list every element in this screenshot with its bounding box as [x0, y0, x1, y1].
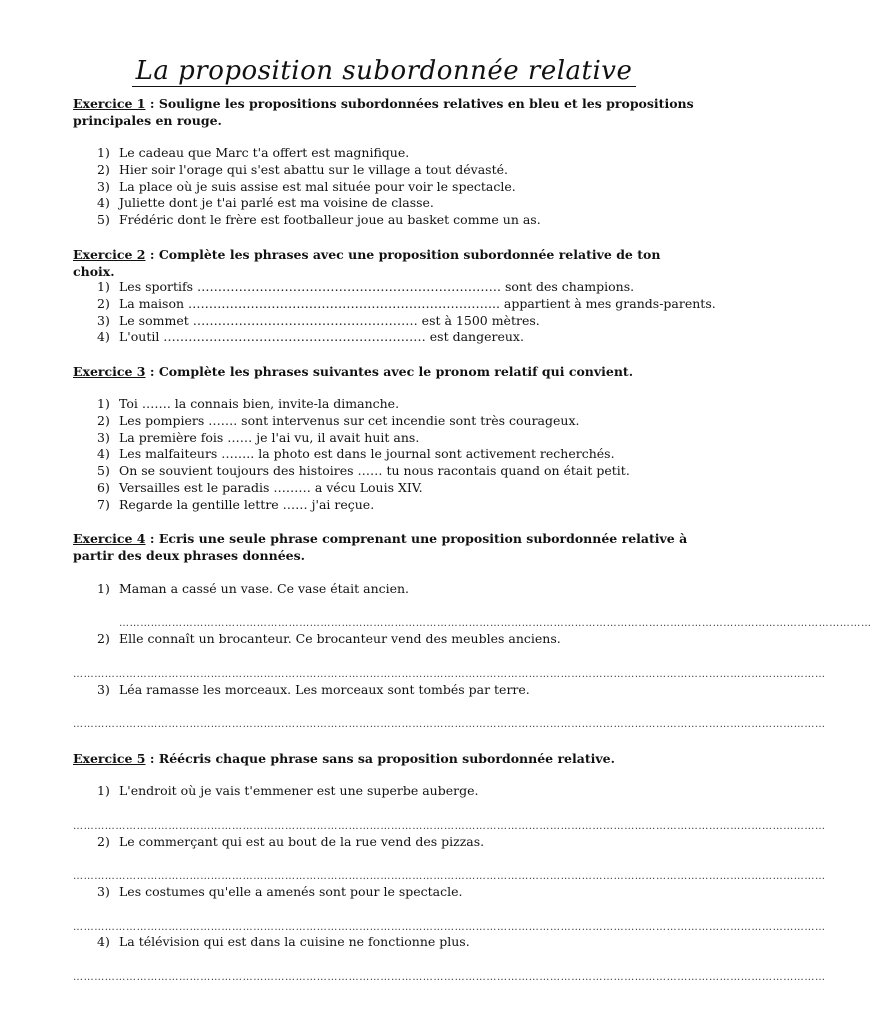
item-number: 1): [97, 581, 110, 596]
list-item: [73, 212, 713, 229]
item-number: 3): [97, 682, 110, 697]
item-text: L'outil ……………………………………………………… est dangereux.: [119, 329, 524, 345]
list-item: [73, 329, 713, 346]
item-text: On se souvient toujours des histoires …… tu nous racontais quand on était petit.: [119, 463, 630, 479]
exercise-3-list: [73, 396, 713, 514]
item-number: 1): [97, 145, 110, 160]
answer-line[interactable]: ……………………………………………………………………………………………………………………………………………………………………………………………: [73, 922, 826, 933]
list-item: [73, 145, 713, 162]
item-text: Le commerçant qui est au bout de la rue vend des pizzas.: [119, 834, 485, 849]
item-text: Le sommet ……………………………………………… est à 1500 mètres.: [119, 312, 540, 328]
item-text: Les pompiers ……. sont intervenus sur cet incendie sont très courageux.: [119, 412, 580, 428]
exercise-4-heading: [73, 530, 703, 564]
list-item: [73, 480, 713, 497]
item-text: Les costumes qu'elle a amenés sont pour le spectacle.: [119, 884, 463, 899]
item-text: L'endroit où je vais t'emmener est une superbe auberge.: [119, 783, 479, 798]
item-number: 3): [97, 178, 110, 194]
item-text: Frédéric dont le frère est footballeur joue au basket comme un as.: [119, 212, 541, 228]
exercise-1-label: Exercice 1: [73, 96, 146, 111]
exercise-4-instruction: : Ecris une seule phrase comprenant une proposition subordonnée relative à partir des deux phrases données.: [73, 531, 688, 563]
exercise-3-heading: [73, 363, 703, 380]
exercise-5-label: Exercice 5: [73, 751, 146, 766]
list-item: [73, 313, 713, 330]
item-text: Léa ramasse les morceaux. Les morceaux sont tombés par terre.: [119, 682, 530, 697]
answer-line[interactable]: ……………………………………………………………………………………………………………………………………………………………………………………………: [119, 618, 872, 629]
item-text: Regarde la gentille lettre …… j'ai reçue.: [119, 496, 375, 512]
exercise-2-label: Exercice 2: [73, 247, 146, 262]
exercise-2-instruction: : Complète les phrases avec une proposition subordonnée relative de ton choix.: [73, 247, 661, 279]
list-item: [73, 413, 713, 430]
item-number: 5): [97, 212, 110, 228]
list-item: [73, 162, 713, 179]
item-number: 1): [97, 279, 110, 294]
item-number: 4): [97, 195, 110, 211]
answer-line[interactable]: ……………………………………………………………………………………………………………………………………………………………………………………………: [73, 821, 826, 832]
exercise-2-heading: [73, 246, 703, 280]
item-text: La télévision qui est dans la cuisine ne fonctionne plus.: [119, 934, 470, 949]
list-item: [73, 463, 713, 480]
item-number: 2): [97, 631, 110, 646]
exercise-3-label: Exercice 3: [73, 364, 146, 379]
exercise-5-heading: [73, 750, 703, 767]
list-item: [73, 295, 716, 313]
item-text: Toi ……. la connais bien, invite-la dimanche.: [119, 396, 400, 411]
exercise-1-instruction: : Souligne les propositions subordonnées relatives en bleu et les propositions principales en rouge.: [73, 96, 694, 128]
item-number: 4): [97, 329, 110, 345]
answer-line[interactable]: ……………………………………………………………………………………………………………………………………………………………………………………………: [73, 669, 826, 680]
item-number: 2): [97, 834, 110, 849]
item-number: 4): [97, 446, 110, 462]
item-number: 7): [97, 496, 110, 512]
item-text: La place où je suis assise est mal située pour voir le spectacle.: [119, 178, 516, 194]
answer-line[interactable]: ……………………………………………………………………………………………………………………………………………………………………………………………: [73, 719, 826, 730]
exercise-1-list: [73, 145, 713, 229]
exercise-5-instruction: : Réécris chaque phrase sans sa proposition subordonnée relative.: [145, 751, 615, 766]
exercise-1-heading: [73, 95, 703, 129]
item-text: Hier soir l'orage qui s'est abattu sur le village a tout dévasté.: [119, 161, 508, 177]
item-number: 2): [97, 412, 110, 428]
exercise-2-list: [73, 279, 716, 346]
item-text: Maman a cassé un vase. Ce vase était ancien.: [119, 581, 410, 596]
item-number: 6): [97, 479, 110, 495]
item-text: Elle connaît un brocanteur. Ce brocanteur vend des meubles anciens.: [119, 631, 561, 646]
item-text: Versailles est le paradis ……… a vécu Louis XIV.: [119, 479, 423, 495]
item-number: 5): [97, 463, 110, 479]
item-number: 2): [97, 161, 110, 177]
item-text: Juliette dont je t'ai parlé est ma voisine de classe.: [119, 195, 434, 211]
item-number: 1): [97, 396, 110, 411]
answer-line[interactable]: ……………………………………………………………………………………………………………………………………………………………………………………………: [73, 871, 826, 882]
item-text: Les sportifs ………………………………………………………………. sont des champions.: [119, 279, 635, 294]
item-number: 3): [97, 884, 110, 899]
list-item: [73, 446, 713, 463]
item-text: La première fois …… je l'ai vu, il avait huit ans.: [119, 429, 420, 445]
page-title: La proposition subordonnée relative: [0, 56, 768, 86]
list-item: [73, 396, 713, 413]
exercise-4-label: Exercice 4: [73, 531, 146, 546]
item-number: 1): [97, 783, 110, 798]
item-number: 3): [97, 429, 110, 445]
item-text: Les malfaiteurs …….. la photo est dans le journal sont activement recherchés.: [119, 446, 615, 462]
list-item: [73, 279, 713, 296]
list-item: [73, 195, 713, 212]
item-text: La maison ………………………………………………………………... appartient à mes grands-parents.: [119, 295, 716, 311]
list-item: [73, 497, 713, 514]
answer-line[interactable]: ……………………………………………………………………………………………………………………………………………………………………………………………: [73, 972, 826, 983]
exercise-3-instruction: : Complète les phrases suivantes avec le pronom relatif qui convient.: [145, 364, 634, 379]
item-number: 2): [97, 295, 110, 311]
item-number: 3): [97, 312, 110, 328]
item-number: 4): [97, 934, 110, 949]
list-item: [73, 430, 713, 447]
item-text: Le cadeau que Marc t'a offert est magnifique.: [119, 145, 410, 160]
list-item: [73, 179, 713, 196]
